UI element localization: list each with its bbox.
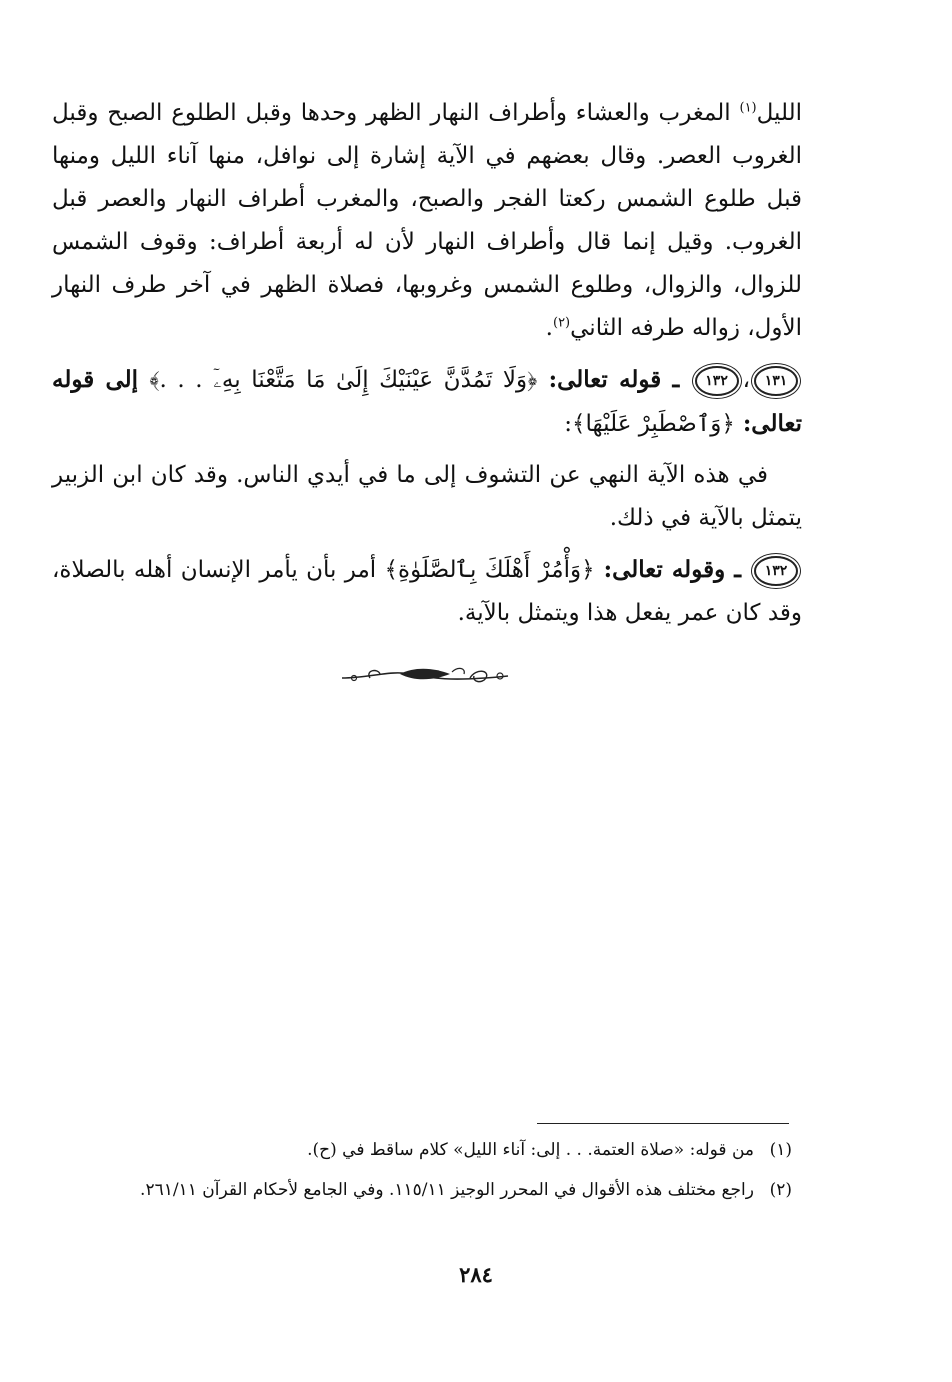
verse-131-colon: :	[564, 411, 573, 437]
verse-number-badge-132: ١٣٢	[754, 556, 798, 586]
main-text	[52, 92, 802, 643]
footnote-ref-2[interactable]: (٢)	[552, 315, 571, 331]
verse-131-lead: ـ قوله تعالى:	[537, 366, 691, 393]
footnote-2	[40, 1172, 792, 1209]
p1-end: .	[545, 315, 553, 341]
footnote-divider	[537, 1123, 789, 1124]
paragraph-1	[52, 92, 802, 350]
verse-separator: ،	[742, 367, 750, 393]
footnote-ref-1[interactable]: (١)	[739, 100, 757, 116]
paragraph-2: في هذه الآية النهي عن التشوف إلى ما في أيدي الناس. وقد كان ابن الزبير يتمثل بالآية في ذلك.	[52, 462, 802, 531]
verse-number-badge-132a: ١٣٢	[695, 366, 739, 396]
verse-132-lead: ـ وقوله تعالى:	[594, 556, 750, 583]
footnote-1	[40, 1132, 792, 1169]
verse-132-commentary: أمر بأن يأمر الإنسان أهله بالصلاة، وقد كان عمر يفعل هذا ويتمثل بالآية.	[52, 557, 802, 626]
footnote-number: (١)	[769, 1140, 792, 1160]
verse-number-badge-131: ١٣١	[754, 366, 798, 396]
quran-quote-132: ﴿وَأْمُرْ أَهْلَكَ بِٱلصَّلَوٰةِ﴾	[384, 557, 595, 583]
footnote-number: (٢)	[769, 1180, 792, 1200]
footnotes	[40, 1132, 792, 1212]
verse-132-heading	[52, 548, 802, 635]
p1-start: الليل	[756, 100, 802, 126]
p1-body: المغرب والعشاء وأطراف النهار الظهر وحدها وقبل الطلوع الصبح وقبل الغروب العصر. وقال بعضهم في الآية إشارة إلى نوافل، منها آناء الليل ومنها قبل طلوع الشمس ركعتا الفجر والصبح، والمغرب أطراف النهار والعصر قبل الغروب. وقيل إنما قال وأطراف النهار لأن له أربعة أطراف: وقوف الشمس للزوال، والزوال، وطلوع الشمس وغروبها، فصلاة الظهر في آخر طرف النهار الأول، زواله طرفه الثاني	[52, 100, 802, 341]
page-number: ٢٨٤	[459, 1262, 493, 1287]
floral-divider-ornament-icon	[340, 660, 510, 692]
footnote-text: راجع مختلف هذه الأقوال في المحرر الوجيز ١١٥/١١. وفي الجامع لأحكام القرآن ٢٦١/١١.	[140, 1180, 754, 1200]
quran-quote-131: ﴿وَلَا تَمُدَّنَّ عَيْنَيْكَ إِلَىٰ مَا مَتَّعْنَا بِهِۦٓ . . .﴾	[149, 367, 538, 393]
verse-131-heading	[52, 358, 802, 446]
verse-131-to: إلى قوله تعالى:	[52, 366, 802, 437]
quran-quote-131-end: ﴿وَٱصْطَبِرْ عَلَيْهَا﴾	[572, 411, 735, 437]
footnote-text: من قوله: «صلاة العتمة. . . إلى: آناء الليل» كلام ساقط في (ح).	[307, 1140, 754, 1160]
